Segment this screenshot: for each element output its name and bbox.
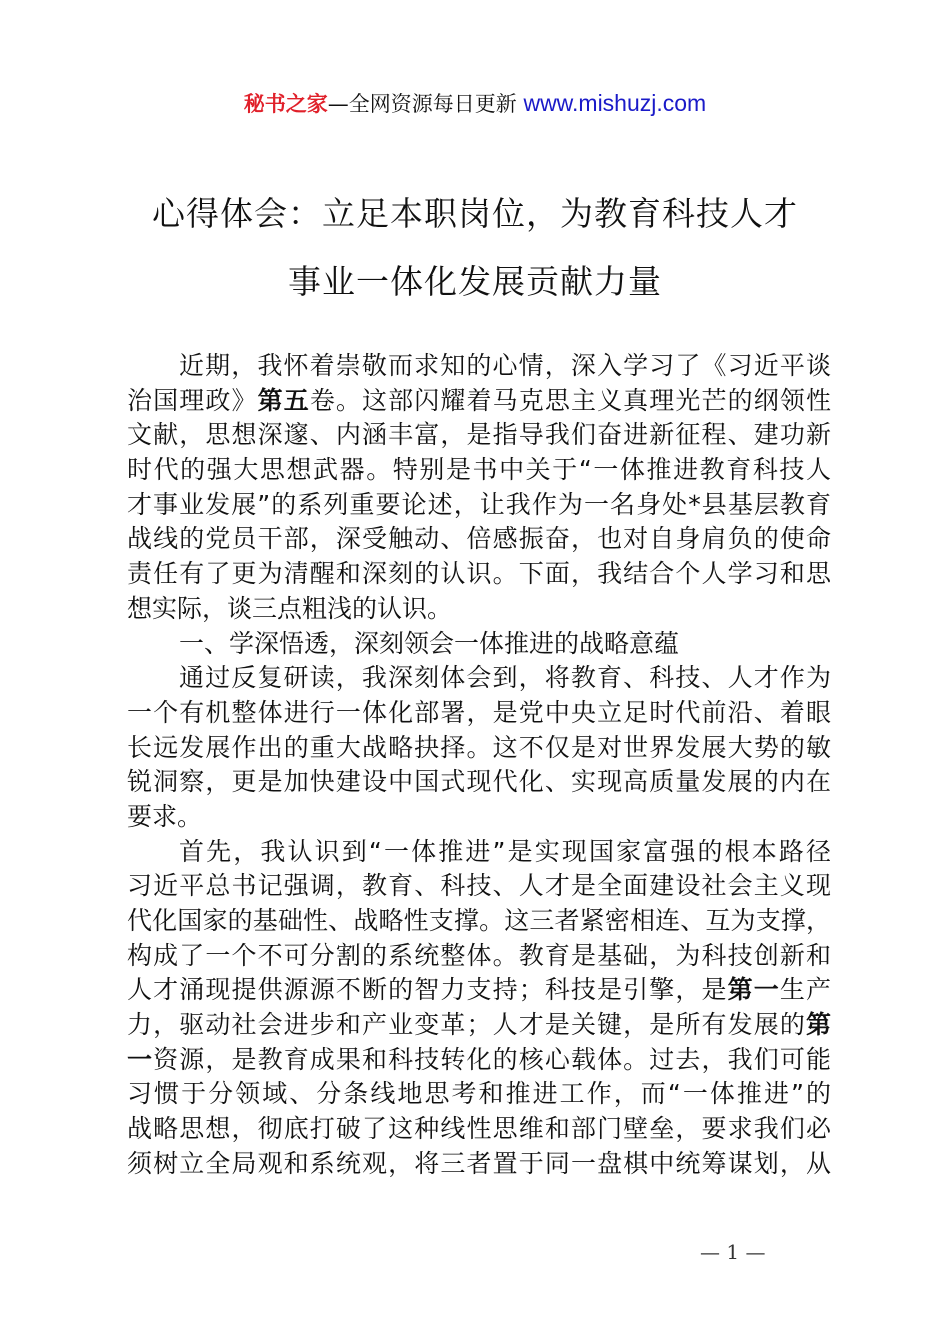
text-line [127,800,831,835]
text-line [127,453,831,488]
text-segment: 通过反复研读，我深刻体会到，将教育、科技、人才作为 [179,663,831,693]
text-segment: 责任有了更为清醒和深刻的认识。下面，我结合个人学习和思 [127,559,831,589]
text-segment: 近期，我怀着崇敬而求知的心情，深入学习了《习近平谈 [179,351,831,380]
text-line [127,973,831,1008]
text-segment: 首先，我认识到“一体推进”是实现国家富强的根本路径 [179,836,831,866]
page-number: — 1 — [700,1240,766,1264]
brand-name: 秘书之家 [243,92,328,116]
text-line [127,696,831,731]
text-segment: 想实际，谈三点粗浅的认识。 [127,593,453,623]
bold-text: 一 [127,1044,154,1074]
document-title-line-2: 事业一体化发展贡献力量 [288,262,662,301]
text-segment: 时代的强大思想武器。特别是书中关于“一体推进教育科技人 [127,455,831,485]
text-segment: 要求。 [127,801,203,831]
text-line [127,1147,831,1182]
bold-text: 第五 [257,385,310,415]
text-segment: 力，驱动社会进步和产业变革；人才是关键，是所有发展的 [127,1010,806,1040]
text-line [127,1043,831,1078]
text-segment: 卷。这部闪耀着马克思主义真理光芒的纲领性 [309,385,831,415]
text-segment: 人才涌现提供源源不断的智力支持；科技是引擎，是 [127,975,728,1005]
text-line [127,765,831,800]
text-line [127,349,831,384]
text-line [127,592,831,627]
text-segment: 须树立全局观和系统观，将三者置于同一盘棋中统筹谋划，从 [127,1148,831,1178]
site-header [0,88,950,118]
site-url-link[interactable]: www.mishuzj.com [523,90,707,116]
document-body [127,349,831,1182]
text-segment: 构成了一个不可分割的系统整体。教育是基础，为科技创新和 [127,940,831,970]
text-line [127,384,831,419]
text-line [127,869,831,904]
text-segment: 资源，是教育成果和科技转化的核心载体。过去，我们可能 [153,1044,831,1074]
text-line [127,1112,831,1147]
text-segment: 生产 [779,975,831,1005]
text-segment: 长远发展作出的重大战略抉择。这不仅是对世界发展大势的敏 [127,732,831,762]
text-segment: 锐洞察，更是加快建设中国式现代化、实现高质量发展的内在 [127,767,831,797]
text-line [127,1008,831,1043]
text-line [127,835,831,870]
text-line [127,731,831,766]
text-segment: 文献，思想深邃、内涵丰富，是指导我们奋进新征程、建功新 [127,420,831,450]
text-segment: 战线的党员干部，深受触动、倍感振奋，也对自身肩负的使命 [127,524,831,554]
text-line [127,939,831,974]
text-line [127,904,831,939]
text-segment: 一、学深悟透，深刻领会一体推进的战略意蕴 [179,628,680,658]
text-line [127,557,831,592]
bold-text: 第 [805,1010,831,1040]
text-line [127,627,831,662]
document-title-line-1: 心得体会：立足本职岗位，为教育科技人才 [152,194,798,233]
bold-text: 第一 [727,975,780,1005]
text-segment: 战略思想，彻底打破了这种线性思维和部门壁垒，要求我们必 [127,1114,831,1144]
text-segment: 才事业发展”的系列重要论述，让我作为一名身处*县基层教育 [127,489,831,519]
text-line [127,418,831,453]
text-line [127,488,831,523]
text-line [127,1077,831,1112]
text-segment: 代化国家的基础性、战略性支撑。这三者紧密相连、互为支撑， [127,906,831,935]
text-segment: 习近平总书记强调，教育、科技、人才是全面建设社会主义现 [127,871,831,901]
text-segment: 治国理政》 [127,385,258,415]
text-segment: 习惯于分领域、分条线地思考和推进工作，而“一体推进”的 [127,1079,831,1109]
text-segment: 一个有机整体进行一体化部署，是党中央立足时代前沿、着眼 [127,697,831,727]
text-line [127,661,831,696]
text-line [127,522,831,557]
header-slogan: —全网资源每日更新 [327,92,524,116]
